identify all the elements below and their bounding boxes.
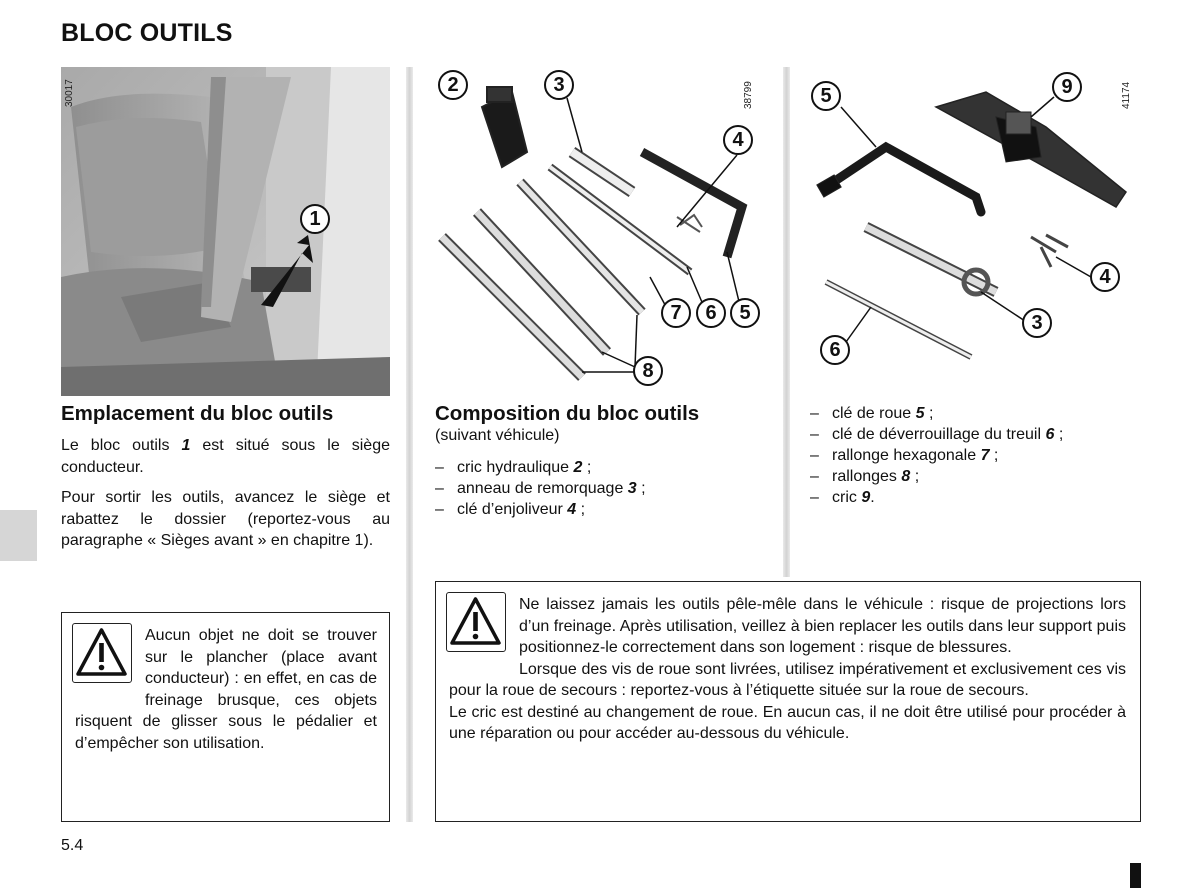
callout-5: 5 bbox=[730, 298, 760, 328]
warning-bottom-para-2: Lorsque des vis de roue sont livrées, utilisez impérativement et exclusivement ces vis pour la roue de secours : reportez-vous à l’étiquette située sur la roue de secours. bbox=[449, 660, 1126, 699]
subheading-composition: (suivant véhicule) bbox=[435, 427, 560, 444]
composition-list bbox=[435, 457, 765, 520]
warning-box-left bbox=[61, 612, 390, 822]
callout-4: 4 bbox=[723, 125, 753, 155]
list-item: – rallonges 8 ; bbox=[810, 468, 920, 485]
warning-left-text bbox=[75, 625, 377, 754]
list-item: – cric hydraulique 2 ; bbox=[435, 459, 592, 476]
tools-drawing-right bbox=[806, 67, 1141, 387]
tools-drawing-left bbox=[432, 67, 767, 387]
list-item: – clé de déverrouillage du treuil 6 ; bbox=[810, 426, 1064, 443]
seat-photo bbox=[61, 67, 390, 396]
callout-r6: 6 bbox=[820, 335, 850, 365]
tools-list bbox=[810, 403, 1150, 508]
list-item: – clé de roue 5 ; bbox=[810, 405, 934, 422]
callout-r3: 3 bbox=[1022, 308, 1052, 338]
callout-8: 8 bbox=[633, 356, 663, 386]
page-title: BLOC OUTILS bbox=[61, 19, 233, 47]
location-ref-1: 1 bbox=[181, 437, 191, 454]
callout-7: 7 bbox=[661, 298, 691, 328]
warning-bottom-para-1: Ne laissez jamais les outils pêle-mêle dans le véhicule : risque de projections lors d’un freinage. Après utilisation, veillez à bien replacer les outils dans leur support puis positionnez-le correctement dans son logement : risque de blessures. bbox=[519, 596, 1126, 656]
chapter-tab bbox=[0, 510, 37, 561]
photo-reference: 30017 bbox=[64, 79, 75, 107]
warning-bottom-text bbox=[449, 594, 1126, 745]
callout-r5: 5 bbox=[811, 81, 841, 111]
heading-composition: Composition du bloc outils bbox=[435, 402, 700, 425]
callout-r9: 9 bbox=[1052, 72, 1082, 102]
list-item: – rallonge hexagonale 7 ; bbox=[810, 447, 999, 464]
page-number: 5.4 bbox=[61, 837, 84, 854]
list-item: – clé d’enjoliveur 4 ; bbox=[435, 501, 586, 518]
tools-illustration-right bbox=[806, 67, 1141, 387]
list-item: – anneau de remorquage 3 ; bbox=[435, 480, 646, 497]
location-paragraph-2: Pour sortir les outils, avancez le siège et rabattez le dossier (reportez-vous au paragraphe « Sièges avant » en chapitre 1). bbox=[61, 489, 390, 549]
warning-box-bottom bbox=[435, 581, 1141, 822]
warning-bottom-para-3: Le cric est destiné au changement de roue. En aucun cas, il ne doit être utilisé pour procéder à une réparation ou pour accéder au-dessous du véhicule. bbox=[449, 703, 1126, 742]
list-item: – cric 9. bbox=[810, 489, 875, 506]
tools-illustration-left bbox=[432, 67, 767, 387]
callout-3: 3 bbox=[544, 70, 574, 100]
callout-2: 2 bbox=[438, 70, 468, 100]
location-paragraph-1 bbox=[61, 435, 390, 478]
illustration-reference-right: 41174 bbox=[1121, 81, 1132, 109]
seat-photo-drawing bbox=[61, 67, 390, 396]
callout-1: 1 bbox=[300, 204, 330, 234]
heading-location: Emplacement du bloc outils bbox=[61, 402, 334, 425]
callout-r4: 4 bbox=[1090, 262, 1120, 292]
location-text-a: Le bloc outils bbox=[61, 437, 182, 454]
page-end-marker bbox=[1130, 863, 1141, 888]
warning-left-content: Aucun objet ne doit se trouver sur le plancher (place avant conducteur) : en effet, en cas de freinage brusque, ces objets risquent de glisser sous le pédalier et d’empêcher son utilisation. bbox=[75, 627, 377, 752]
callout-6: 6 bbox=[696, 298, 726, 328]
column-separator-right bbox=[783, 67, 790, 577]
column-separator-left bbox=[406, 67, 413, 822]
location-text-b: est situé sous le siège conducteur. bbox=[61, 437, 390, 476]
illustration-reference-left: 38799 bbox=[743, 81, 754, 109]
